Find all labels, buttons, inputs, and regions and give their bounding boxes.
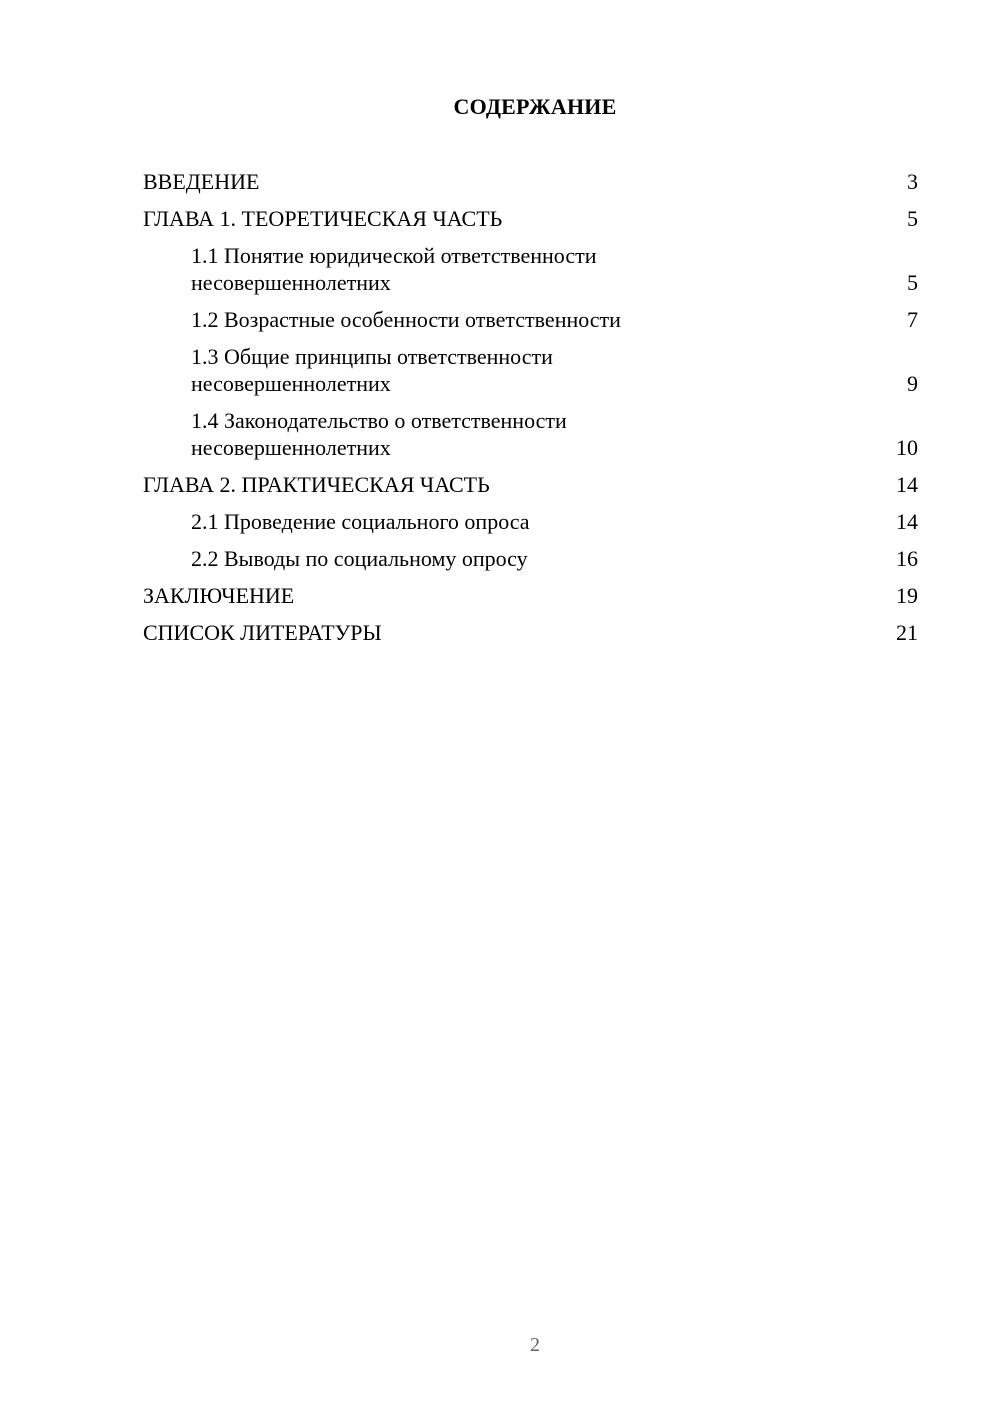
toc-entry-label: ГЛАВА 1. ТЕОРЕТИЧЕСКАЯ ЧАСТЬ [143,206,503,231]
toc-entry-page: 10 [896,435,918,460]
toc-entry-conclusion [143,582,918,609]
toc-entry-label: 1.2 Возрастные особенности ответственности [191,307,621,332]
toc-entry-label: ЗАКЛЮЧЕНИЕ [143,583,295,608]
toc-entry-label: 2.1 Проведение социального опроса [191,509,530,534]
toc-entry-label: ВВЕДЕНИЕ [143,169,260,194]
toc-entry-page: 21 [896,620,918,645]
toc-entry-label: 1.3 Общие принципы ответственности несовершеннолетних [191,344,553,396]
toc-entry-page: 5 [907,270,918,295]
toc-entry-section-1-2 [143,306,918,333]
toc-entry-page: 3 [907,169,918,194]
toc-entry-page: 19 [896,583,918,608]
toc-entry-label: СПИСОК ЛИТЕРАТУРЫ [143,620,382,645]
toc-entry-introduction [143,168,918,195]
toc-entry-page: 14 [896,509,918,534]
toc-entry-page: 9 [907,371,918,396]
toc-entry-section-2-2 [143,545,918,572]
toc-entry-section-2-1 [143,508,918,535]
toc-entry-page: 14 [896,472,918,497]
toc-entry-section-1-3 [143,343,918,397]
toc-entry-page: 7 [907,307,918,332]
toc-entry-section-1-1 [143,242,918,296]
page-number: 2 [530,1334,540,1356]
toc-entry-chapter-2 [143,471,918,498]
toc-entry-label: 2.2 Выводы по социальному опросу [191,546,528,571]
toc-entry-references [143,619,918,646]
toc-entry-section-1-4 [143,407,918,461]
toc-entry-label: 1.4 Законодательство о ответственности несовершеннолетних [191,408,567,460]
toc-entry-page: 5 [907,206,918,231]
toc-entry-chapter-1 [143,205,918,232]
toc-entry-page: 16 [896,546,918,571]
toc-entry-label: ГЛАВА 2. ПРАКТИЧЕСКАЯ ЧАСТЬ [143,472,490,497]
table-of-contents [143,168,918,656]
toc-title: СОДЕРЖАНИЕ [453,94,617,119]
toc-entry-label: 1.1 Понятие юридической ответственности несовершеннолетних [191,243,597,295]
